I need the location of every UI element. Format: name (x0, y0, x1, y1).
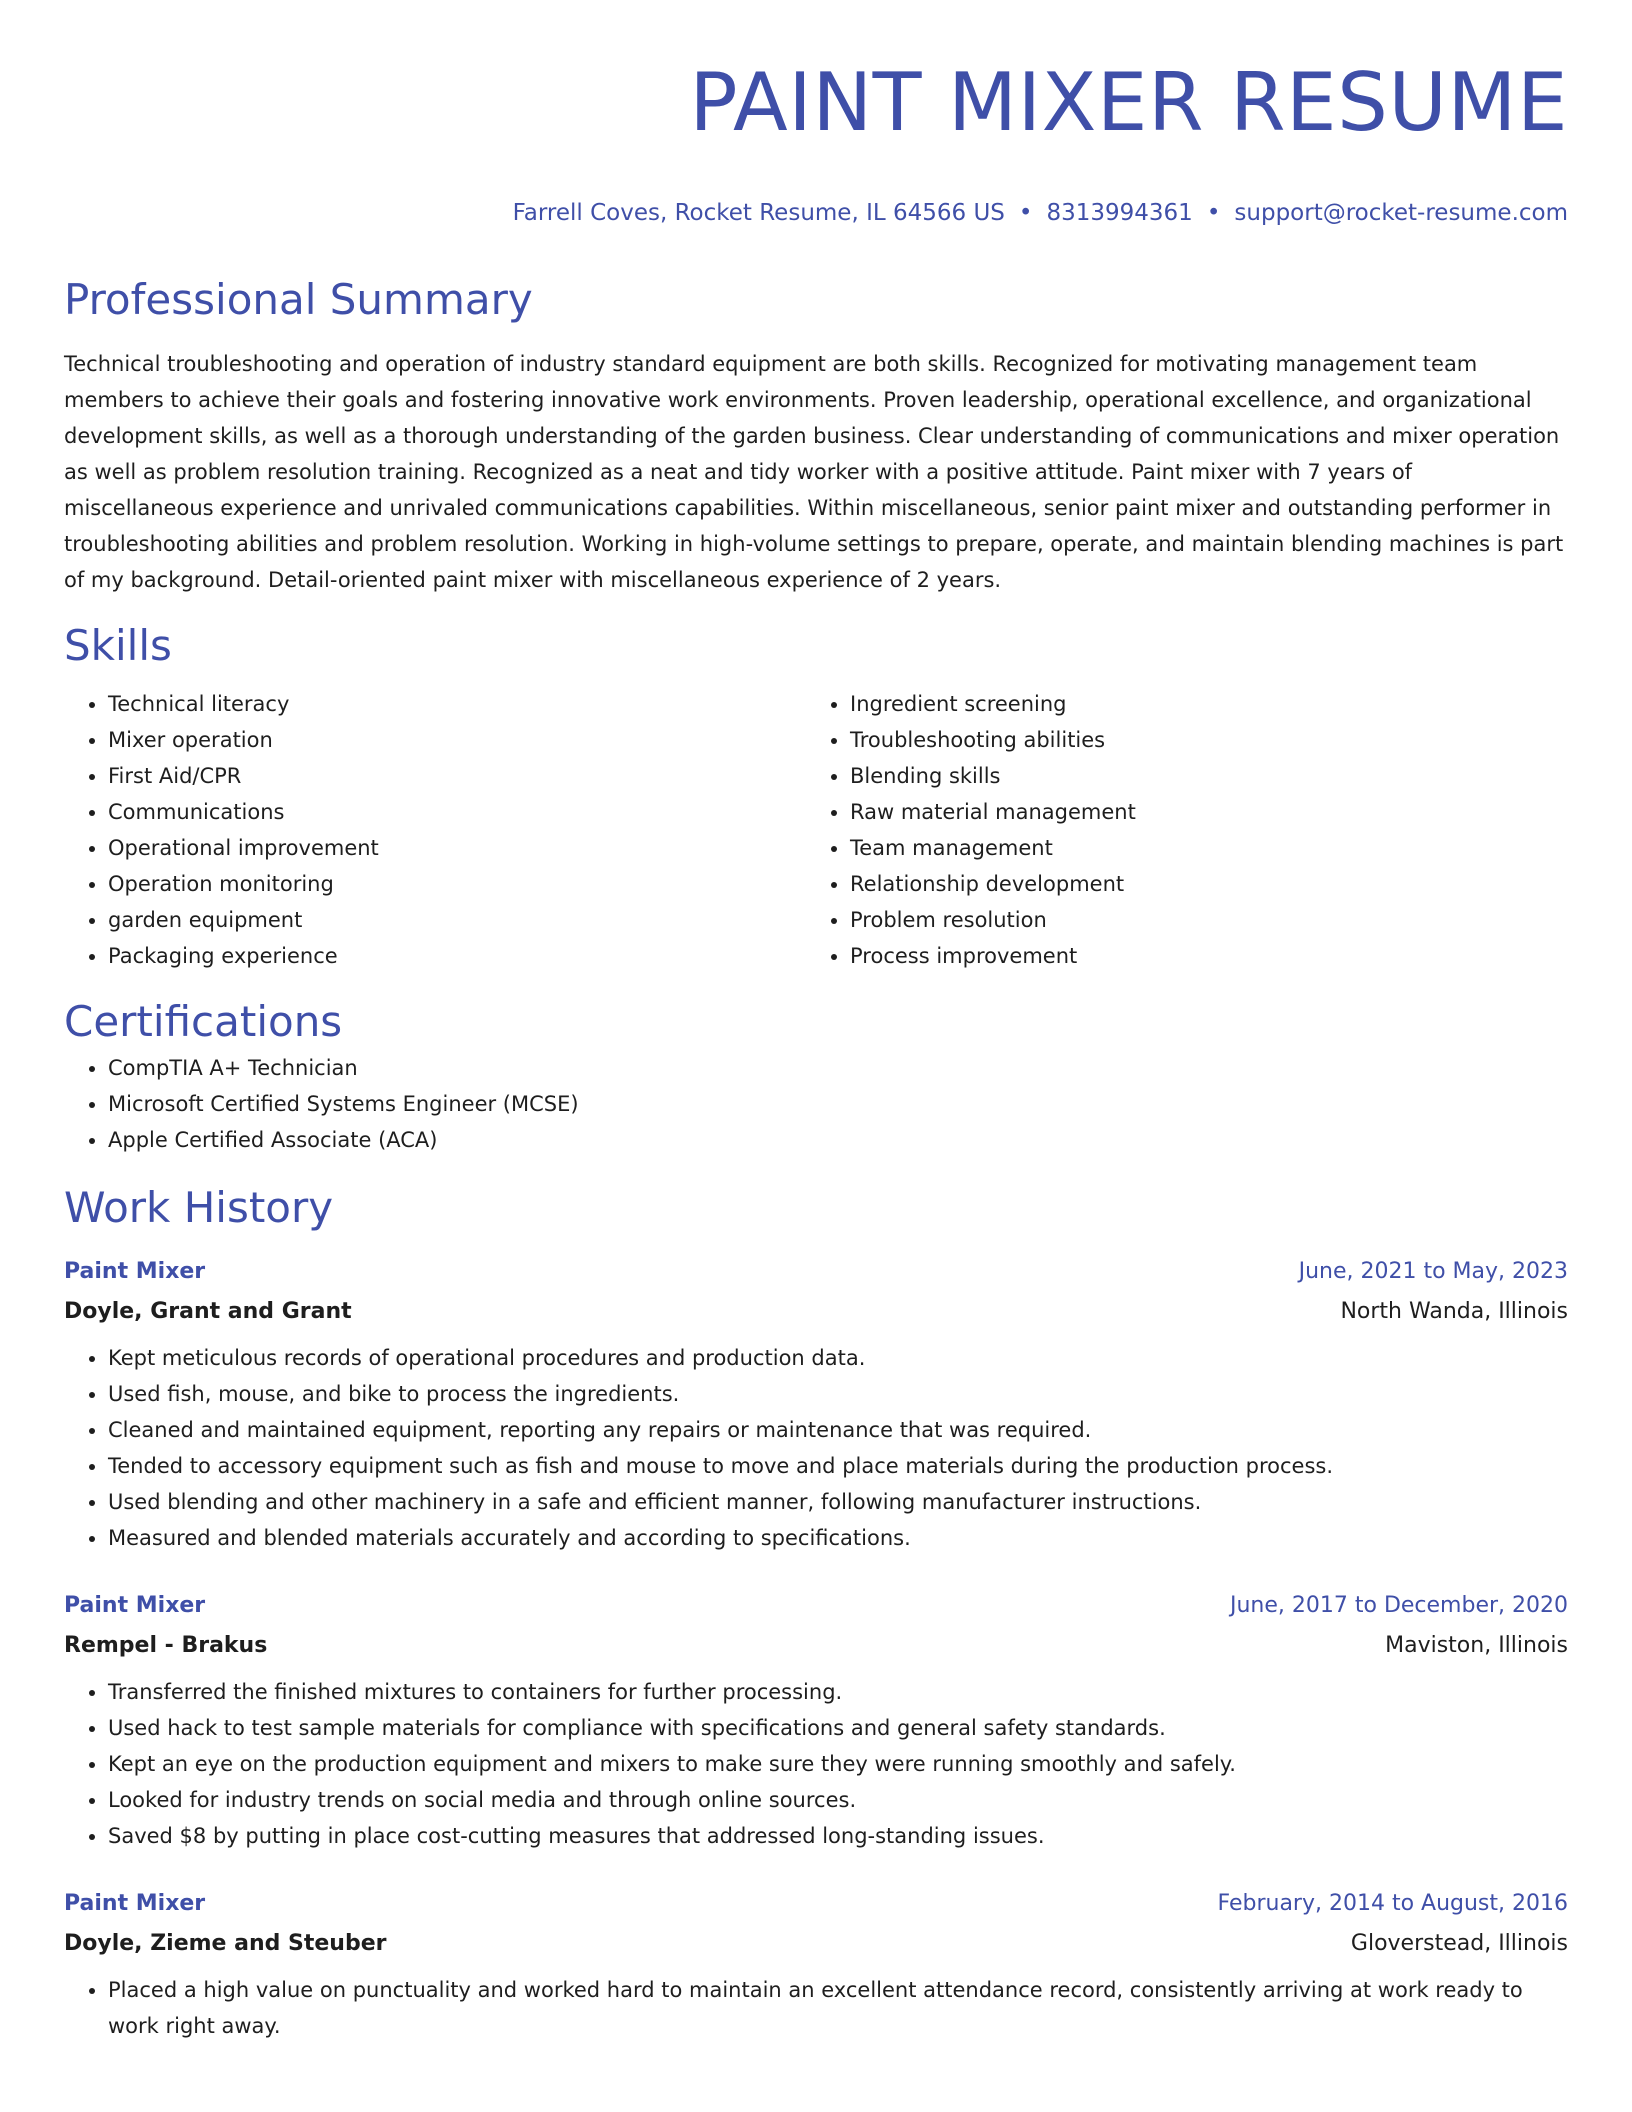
skill-item: • Operational improvement (108, 830, 806, 866)
skill-item: • Problem resolution (850, 902, 1548, 938)
skills-column-left (64, 686, 806, 974)
skills-column-right (806, 686, 1548, 974)
job-bullet: • Tended to accessory equipment such as fish and mouse to move and place materials during the production process. (108, 1448, 1568, 1484)
contact-phone[interactable]: 8313994361 (1046, 200, 1193, 226)
job-bullet: • Transferred the finished mixtures to containers for further processing. (108, 1674, 1568, 1710)
job-company-row (64, 1292, 1568, 1332)
job-header-row (64, 1586, 1568, 1626)
contact-email[interactable]: support@rocket-resume.com (1234, 200, 1568, 226)
skills-columns (64, 686, 1568, 974)
job-location: Gloverstead, Illinois (1350, 1931, 1568, 1956)
job-company: Doyle, Grant and Grant (64, 1299, 352, 1324)
job-bullet: • Used blending and other machinery in a safe and efficient manner, following manufacturer instructions. (108, 1484, 1568, 1520)
skills-section (64, 618, 1568, 974)
skill-item: • Team management (850, 830, 1548, 866)
skill-item: • Troubleshooting abilities (850, 722, 1548, 758)
skill-item: • Communications (108, 794, 806, 830)
skill-item: • Technical literacy (108, 686, 806, 722)
contact-line (64, 200, 1568, 226)
skill-item: • garden equipment (108, 902, 806, 938)
job-bullet: • Measured and blended materials accurately and according to specifications. (108, 1520, 1568, 1556)
summary-text: Technical troubleshooting and operation of industry standard equipment are both skills. Recognized for motivating management team members to achieve their goals and fostering innovative work environments. Proven leadership, operational excellence, and organizational development skills, as well as a thorough understanding of the garden business. Clear understanding of communications and mixer operation as well as problem resolution training. Recognized as a neat and tidy worker with a positive attitude. Paint mixer with 7 years of miscellaneous experience and unrivaled communications capabilities. Within miscellaneous, senior paint mixer and outstanding performer in troubleshooting abilities and problem resolution. Working in high-volume settings to prepare, operate, and maintain blending machines is part of my background. Detail-oriented paint mixer with miscellaneous experience of 2 years. (64, 352, 1564, 592)
section-title-skills: Skills (64, 621, 172, 670)
job-entry (64, 1586, 1568, 1854)
certification-item: • Microsoft Certified Systems Engineer (MCSE) (108, 1086, 1568, 1122)
skill-item: • Packaging experience (108, 938, 806, 974)
job-bullets (64, 1340, 1568, 1556)
certification-item: • Apple Certified Associate (ACA) (108, 1122, 1568, 1158)
job-bullet: • Used fish, mouse, and bike to process the ingredients. (108, 1376, 1568, 1412)
section-title-certifications: Certifications (64, 997, 343, 1046)
contact-separator: • (1018, 200, 1033, 226)
resume-header (64, 48, 1568, 226)
job-bullet: • Kept meticulous records of operational procedures and production data. (108, 1340, 1568, 1376)
job-location: North Wanda, Illinois (1340, 1299, 1568, 1324)
skill-item: • Process improvement (850, 938, 1548, 974)
work-history-section (64, 1180, 1568, 2044)
skill-item: • Blending skills (850, 758, 1548, 794)
job-bullets (64, 1674, 1568, 1854)
job-location: Maviston, Illinois (1385, 1633, 1568, 1658)
skills-list-left (64, 686, 806, 974)
certifications-section (64, 994, 1568, 1158)
job-bullet: • Placed a high value on punctuality and worked hard to maintain an excellent attendance record, consistently arriving at work ready to work right away. (108, 1972, 1568, 2044)
job-dates: June, 2021 to May, 2023 (1298, 1259, 1568, 1284)
summary-section (64, 272, 1568, 598)
skills-list-right (806, 686, 1548, 974)
job-entry (64, 1884, 1568, 2044)
resume-name: PAINT MIXER RESUME (689, 56, 1568, 149)
job-title: Paint Mixer (64, 1891, 206, 1916)
certification-item: • CompTIA A+ Technician (108, 1050, 1568, 1086)
section-title-summary: Professional Summary (64, 275, 533, 324)
job-company: Doyle, Zieme and Steuber (64, 1931, 387, 1956)
certifications-list (64, 1050, 1568, 1158)
skill-item: • Ingredient screening (850, 686, 1548, 722)
job-title: Paint Mixer (64, 1593, 206, 1618)
job-dates: February, 2014 to August, 2016 (1217, 1891, 1568, 1916)
job-entry (64, 1252, 1568, 1556)
job-bullet: • Used hack to test sample materials for compliance with specifications and general safety standards. (108, 1710, 1568, 1746)
skill-item: • Relationship development (850, 866, 1548, 902)
job-header-row (64, 1252, 1568, 1292)
skill-item: • Mixer operation (108, 722, 806, 758)
job-bullets (64, 1972, 1568, 2044)
job-dates: June, 2017 to December, 2020 (1229, 1593, 1568, 1618)
job-bullet: • Cleaned and maintained equipment, reporting any repairs or maintenance that was required. (108, 1412, 1568, 1448)
skill-item: • Raw material management (850, 794, 1548, 830)
section-title-work-history: Work History (64, 1183, 334, 1232)
job-title: Paint Mixer (64, 1259, 206, 1284)
job-bullet: • Kept an eye on the production equipment and mixers to make sure they were running smoothly and safely. (108, 1746, 1568, 1782)
contact-address: Farrell Coves, Rocket Resume, IL 64566 US (512, 200, 1005, 226)
contact-separator: • (1206, 200, 1221, 226)
job-bullet: • Saved $8 by putting in place cost-cutting measures that addressed long-standing issues. (108, 1818, 1568, 1854)
job-bullet: • Looked for industry trends on social media and through online sources. (108, 1782, 1568, 1818)
job-company-row (64, 1626, 1568, 1666)
skill-item: • Operation monitoring (108, 866, 806, 902)
job-company-row (64, 1924, 1568, 1964)
job-company: Rempel - Brakus (64, 1633, 268, 1658)
skill-item: • First Aid/CPR (108, 758, 806, 794)
job-header-row (64, 1884, 1568, 1924)
